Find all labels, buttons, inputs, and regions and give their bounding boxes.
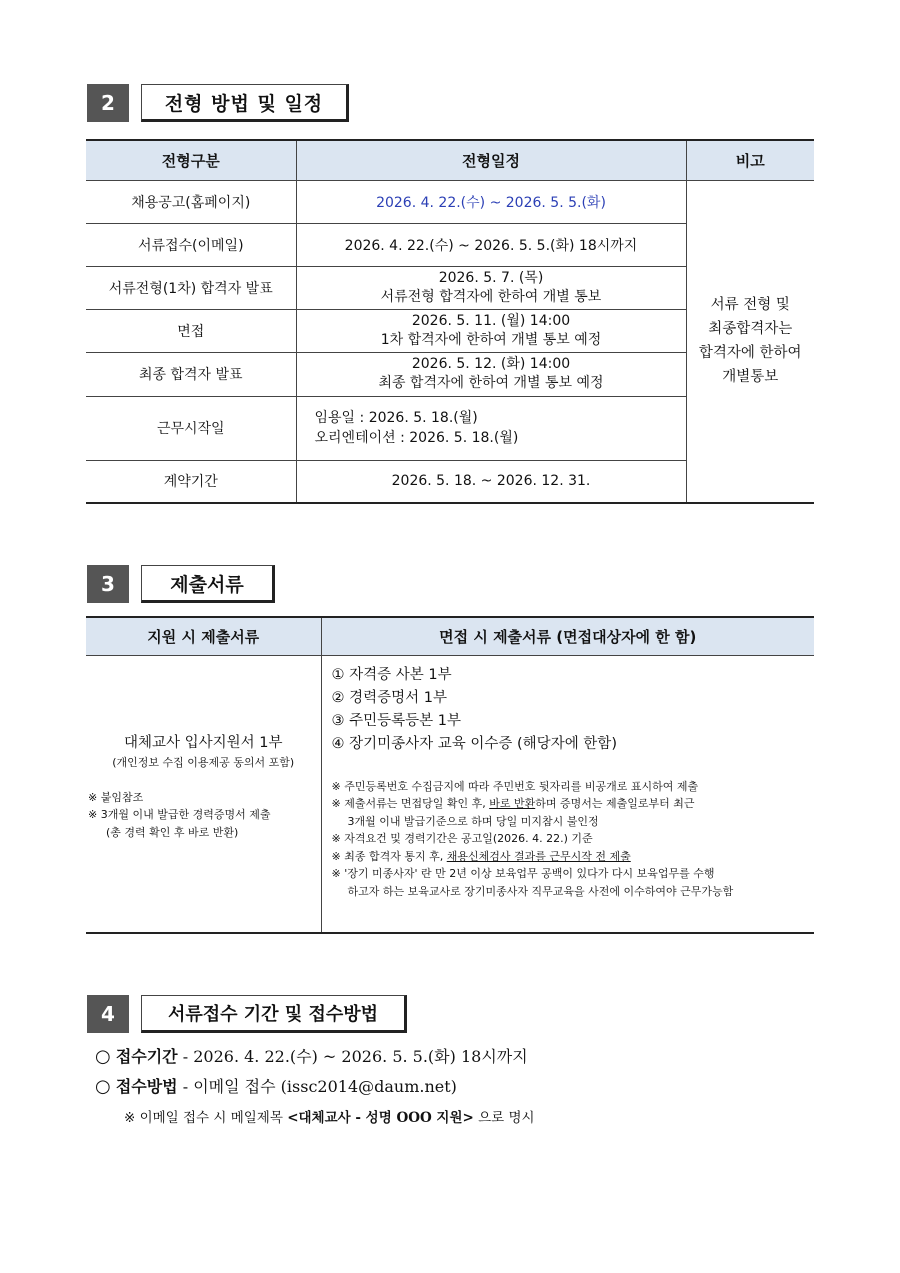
section-number: 2 [87, 84, 129, 122]
remark-cell [686, 180, 814, 503]
schedule-cell [296, 309, 686, 352]
section-title: 전형 방법 및 일정 [141, 84, 349, 122]
header-schedule: 전형일정 [296, 140, 686, 180]
stage-cell: 최종 합격자 발표 [86, 352, 296, 396]
interview-item: ① 자격증 사본 1부 [331, 666, 452, 683]
apply-sub: (개인정보 수집 이용제공 동의서 포함) [112, 755, 295, 769]
period-value: - 2026. 4. 22.(수) ~ 2026. 5. 5.(화) 18시까지 [177, 1047, 528, 1066]
header-remark: 비고 [686, 140, 814, 180]
schedule-line: 서류전형 합격자에 한하여 개별 통보 [380, 288, 602, 305]
section-number: 3 [87, 565, 129, 603]
circle-bullet-icon: ○ [95, 1046, 111, 1067]
schedule-cell: 2026. 4. 22.(수) ~ 2026. 5. 5.(화) [296, 180, 686, 223]
schedule-table [86, 139, 814, 504]
interview-note: ※ '장기 미종사자' 란 만 2년 이상 보육업무 공백이 있다가 다시 보육업무를 수행 [331, 867, 715, 880]
stage-cell: 계약기간 [86, 460, 296, 503]
schedule-cell [296, 352, 686, 396]
method-label: 접수방법 [115, 1077, 178, 1096]
schedule-line: 2026. 5. 11. (월) 14:00 [411, 312, 571, 329]
interview-note: ※ 주민등록번호 수집금지에 따라 주민번호 뒷자리를 비공개로 표시하여 제출 [331, 779, 699, 793]
email-subject-note [124, 1106, 535, 1126]
schedule-cell: 2026. 4. 22.(수) ~ 2026. 5. 5.(화) 18시까지 [296, 223, 686, 266]
remark-line: 개별통보 [722, 369, 779, 386]
apply-docs-cell [86, 655, 321, 933]
section-number: 4 [87, 995, 129, 1033]
period-line [95, 1044, 528, 1067]
header-stage: 전형구분 [86, 140, 296, 180]
remark-line: 최종합격자는 [708, 321, 793, 338]
remark-line: 서류 전형 및 [710, 297, 790, 314]
section-3-header [87, 565, 275, 603]
interview-note: ※ 최종 합격자 통지 후, 채용신체검사 결과를 근무시작 전 제출 [331, 849, 631, 863]
interview-note: 하고자 하는 보육교사로 장기미종사자 직무교육을 사전에 이수하여야 근무가능함 [347, 884, 734, 898]
schedule-cell: 2026. 5. 18. ~ 2026. 12. 31. [296, 460, 686, 503]
schedule-line: 1차 합격자에 한하여 개별 통보 예정 [380, 331, 602, 348]
schedule-cell [296, 396, 686, 460]
stage-cell: 면접 [86, 309, 296, 352]
stage-cell: 서류접수(이메일) [86, 223, 296, 266]
interview-note: ※ 자격요건 및 경력기간은 공고일(2026. 4. 22.) 기준 [331, 832, 593, 845]
interview-item: ③ 주민등록등본 1부 [331, 712, 461, 729]
header-apply-docs: 지원 시 제출서류 [86, 617, 321, 655]
apply-main: 대체교사 입사지원서 1부 [123, 734, 283, 751]
schedule-line: 임용일 : 2026. 5. 18.(월) [314, 410, 478, 426]
stage-cell: 근무시작일 [86, 396, 296, 460]
interview-note: ※ 제출서류는 면접당일 확인 후, 바로 반환하며 증명서는 제출일로부터 최근 [331, 797, 695, 810]
interview-docs-cell [321, 655, 814, 933]
apply-note: ※ 3개월 이내 발급한 경력증명서 제출 [88, 808, 271, 821]
interview-item: ④ 장기미종사자 교육 이수증 (해당자에 한함) [331, 735, 617, 752]
interview-note: 3개월 이내 발급기준으로 하며 당일 미지참시 불인정 [347, 814, 599, 828]
note-subject: <대체교사 - 성명 OOO 지원> [287, 1110, 474, 1126]
section-title: 제출서류 [141, 565, 275, 603]
header-interview-docs: 면접 시 제출서류 (면접대상자에 한 함) [321, 617, 814, 655]
documents-table [86, 616, 814, 934]
apply-note: (총 경력 확인 후 바로 반환) [106, 825, 239, 839]
interview-item: ② 경력증명서 1부 [331, 689, 447, 706]
apply-note: ※ 붙임참조 [88, 790, 144, 804]
schedule-cell [296, 266, 686, 309]
section-title: 서류접수 기간 및 접수방법 [141, 995, 407, 1033]
stage-cell: 채용공고(홈페이지) [86, 180, 296, 223]
note-suffix: 으로 명시 [473, 1110, 535, 1126]
remark-line: 합격자에 한하여 [698, 345, 802, 362]
section-4-header [87, 995, 407, 1033]
period-label: 접수기간 [115, 1047, 178, 1066]
schedule-line: 2026. 5. 7. (목) [438, 269, 544, 286]
stage-cell: 서류전형(1차) 합격자 발표 [86, 266, 296, 309]
schedule-line: 오리엔테이션 : 2026. 5. 18.(월) [314, 430, 519, 446]
method-line [95, 1074, 457, 1097]
section-2-header [87, 84, 349, 122]
schedule-line: 2026. 5. 12. (화) 14:00 [411, 356, 571, 372]
note-prefix: ※ 이메일 접수 시 메일제목 [124, 1110, 288, 1126]
circle-bullet-icon: ○ [95, 1076, 111, 1097]
table-row [86, 180, 814, 223]
method-value: - 이메일 접수 (issc2014@daum.net) [177, 1077, 457, 1096]
schedule-line: 최종 합격자에 한하여 개별 통보 예정 [378, 375, 604, 391]
